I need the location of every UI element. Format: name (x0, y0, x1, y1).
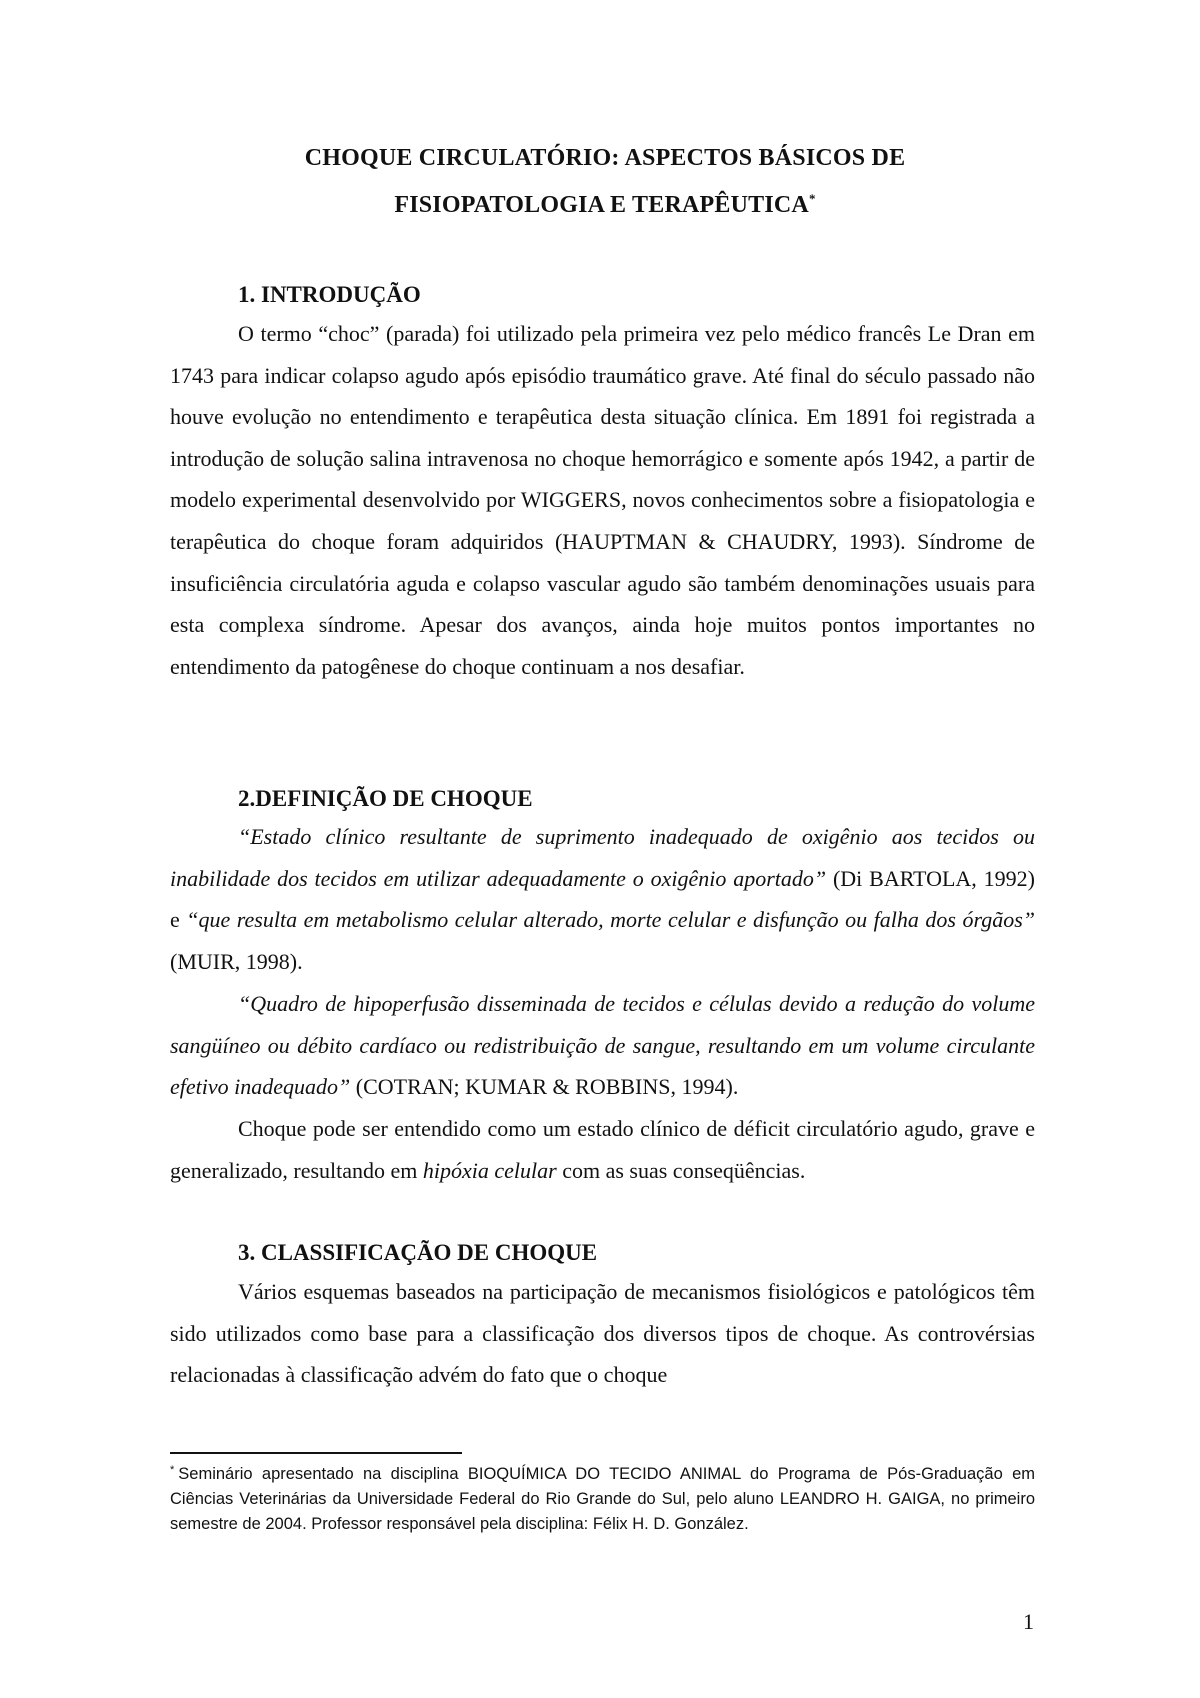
definition-paragraph-3 (170, 1108, 1035, 1191)
footnote (170, 1462, 1035, 1537)
section-1-heading: 1. INTRODUÇÃO (238, 282, 421, 307)
section-1-paragraph: O termo “choc” (parada) foi utilizado pela primeira vez pelo médico francês Le Dran em 1743 para indicar colapso agudo após episódio traumático grave. Até final do século passado não houve evolução no entendimento e terapêutica desta situação clínica. Em 1891 foi registrada a introdução de solução salina intravenosa no choque hemorrágico e somente após 1942, a partir de modelo experimental desenvolvido por WIGGERS, novos conhecimentos sobre a fisiopatologia e terapêutica do choque foram adquiridos (HAUPTMAN & CHAUDRY, 1993). Síndrome de insuficiência circulatória aguda e colapso vascular agudo são também denominações usuais para esta complexa síndrome. Apesar dos avanços, ainda hoje muitos pontos importantes no entendimento da patogênese do choque continuam a nos desafiar. (170, 321, 1035, 679)
title-line-2-text: FISIOPATOLOGIA E TERAPÊUTICA (394, 192, 809, 218)
section-2-heading: 2.DEFINIÇÃO DE CHOQUE (238, 786, 533, 811)
title-line-1: CHOQUE CIRCULATÓRIO: ASPECTOS BÁSICOS DE (304, 145, 906, 171)
definition-quote-b: “que resulta em metabolismo celular alterado, morte celular e disfunção ou falha dos órgãos” (186, 907, 1035, 933)
definition-quote-a: “Estado clínico resultante de suprimento inadequado de oxigênio aos tecidos ou inabilidade dos tecidos em utilizar adequadamente o oxigênio aportado” (170, 824, 1035, 891)
definition-citation-a: (Di BARTOLA, 1992) e (170, 865, 1035, 933)
definition-paragraph-1 (170, 816, 1035, 982)
footnote-separator (170, 1452, 462, 1454)
definition-text-a: Choque pode ser entendido como um estado clínico de déficit circulatório agudo, grave e generalizado, resultando em (170, 1116, 1035, 1183)
definition-quote-c: “Quadro de hipoperfusão disseminada de tecidos e células devido a redução do volume sangüíneo ou débito cardíaco ou redistribuição de sangue, resultando em um volume circulante efetivo inadequado” (170, 991, 1035, 1100)
definition-citation-b: (MUIR, 1998). (170, 948, 303, 974)
footnote-marker: * (170, 1463, 175, 1476)
definition-text-b: com as suas conseqüências. (556, 1157, 806, 1183)
definition-paragraph-2 (170, 983, 1035, 1108)
definition-emphasis: hipóxia celular (422, 1157, 557, 1183)
section-3-paragraph: Vários esquemas baseados na participação de mecanismos fisiológicos e patológicos têm sido utilizados como base para a classificação dos diversos tipos de choque. As controvérsias relacionadas à classificação advém do fato que o choque (170, 1279, 1035, 1388)
page-number: 1 (1023, 1609, 1034, 1634)
title-line-2 (170, 192, 1040, 219)
section-3-heading: 3. CLASSIFICAÇÃO DE CHOQUE (238, 1240, 598, 1265)
footnote-text: Seminário apresentado na disciplina BIOQUÍMICA DO TECIDO ANIMAL do Programa de Pós-Graduação em Ciências Veterinárias da Universidade Federal do Rio Grande do Sul, pelo aluno LEANDRO H. GAIGA, no primeiro semestre de 2004. Professor responsável pela disciplina: Félix H. D. González. (170, 1465, 1035, 1533)
definition-citation-c: (COTRAN; KUMAR & ROBBINS, 1994). (350, 1074, 739, 1100)
title-footnote-marker: * (808, 191, 816, 206)
